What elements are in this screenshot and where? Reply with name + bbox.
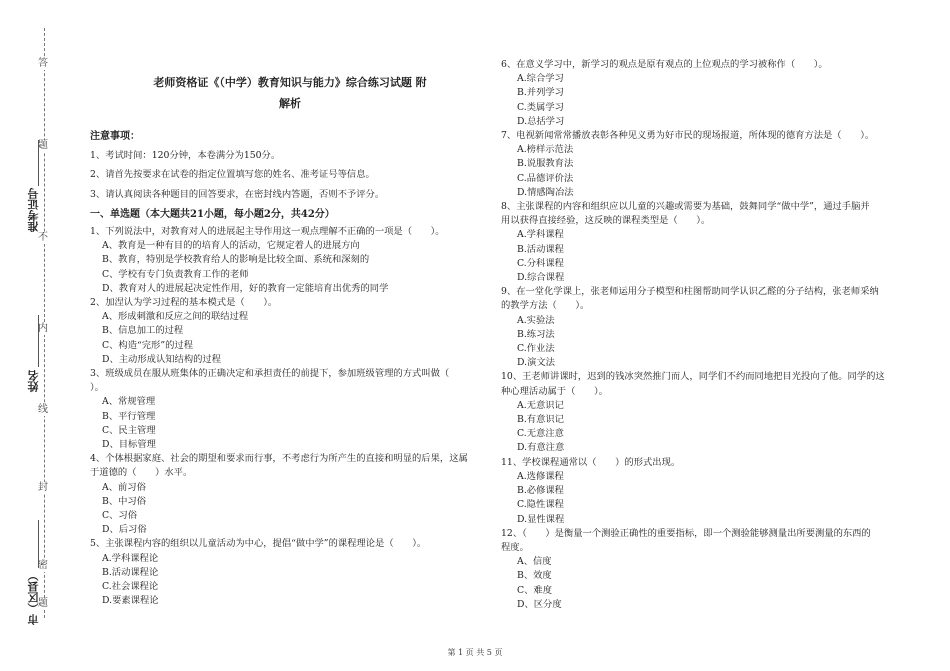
question-text: 用以获得直接经验，这反映的课程类型是（ ）。 <box>501 215 711 227</box>
answer-option: D.演文法 <box>517 357 555 369</box>
question-item <box>501 200 906 285</box>
answer-option: A.学科课程 <box>517 229 564 241</box>
question-item <box>501 456 906 527</box>
answer-option: D、区分度 <box>517 598 562 610</box>
question-item <box>501 129 906 200</box>
answer-option: A、信度 <box>517 556 552 568</box>
answer-option: B.有意识记 <box>517 414 564 426</box>
answer-option: B.练习法 <box>517 328 555 340</box>
question-text: 于道德的（ ）水平。 <box>90 467 193 479</box>
answer-option: D、目标管理 <box>102 439 156 451</box>
answer-option: B、信息加工的过程 <box>102 325 184 337</box>
answer-option: C、民主管理 <box>102 424 156 436</box>
page-title: 老师资格证《（中学）教育知识与能力》综合练习试题 附 解析 <box>153 76 427 110</box>
seal-char: 内 <box>38 323 48 334</box>
answer-option: B、教育，特别是学校教育给人的影响是比较全面、系统和深刻的 <box>102 254 370 266</box>
answer-option: B、中习俗 <box>102 495 147 507</box>
answer-option: C.分科课程 <box>517 257 564 269</box>
question-text: 2、加涅认为学习过程的基本模式是（ ）。 <box>90 297 278 309</box>
answer-option: C、构造“完形”的过程 <box>102 339 193 351</box>
seal-char: 题 <box>38 140 48 151</box>
question-text: 11、学校课程通常以（ ）的形式出现。 <box>501 456 681 468</box>
answer-option: B.并列学习 <box>517 87 564 99</box>
question-text: 3、班级成员在服从班集体的正确决定和承担责任的前提下，参加班级管理的方式叫做（ <box>90 368 450 380</box>
answer-option: C、习俗 <box>102 510 138 522</box>
district-field[interactable] <box>38 520 39 568</box>
answer-option: C.无意注意 <box>517 428 564 440</box>
answer-option: A.榜样示范法 <box>517 144 574 156</box>
answer-option: C.品德评价法 <box>517 172 574 184</box>
question-text: 12、（ ）是衡量一个测验正确性的重要指标，即一个测验能够测量出所要测量的东西的 <box>501 527 871 539</box>
answer-option: B.必修课程 <box>517 485 564 497</box>
question-list-left <box>90 225 490 608</box>
answer-option: B、平行管理 <box>102 410 156 422</box>
question-list-right <box>501 58 906 612</box>
question-text: 7、电视新闻常常播放表彰各种见义勇为好市民的现场报道，所体现的德育方法是（ ）。 <box>501 130 875 142</box>
answer-option: B.说服教育法 <box>517 158 574 170</box>
question-text: 8、主张课程的内容和组织应以儿童的兴趣或需要为基础，鼓舞同学“做中学”，通过手脑并 <box>501 201 870 213</box>
answer-option: D、教育对人的进展起决定性作用，好的教育一定能培育出优秀的同学 <box>102 282 389 294</box>
seal-char: 线 <box>38 404 48 415</box>
question-text: 1、下列说法中，对教育对人的进展起主导作用这一观点理解不正确的一项是（ ）。 <box>90 226 445 238</box>
question-text: 5、主张课程内容的组织以儿童活动为中心，提倡“做中学”的课程理论是（ ）。 <box>90 538 427 550</box>
exam-number-field[interactable] <box>38 140 39 186</box>
answer-option: A、教育是一种有目的的培育人的活动，它规定着人的进展方向 <box>102 240 360 252</box>
question-item <box>90 296 490 367</box>
question-item <box>501 370 906 455</box>
answer-option: A.无意识记 <box>517 399 564 411</box>
name-label: 姓名 <box>27 370 40 392</box>
page-footer: 第 1 页 共 5 页 <box>447 648 503 657</box>
answer-option: D.有意注意 <box>517 442 565 454</box>
seal-char: 题 <box>38 598 48 609</box>
question-text: 6、在意义学习中，新学习的观点是原有观点的上位观点的学习被称作（ ）。 <box>501 59 828 70</box>
notice-list <box>90 149 490 202</box>
question-item <box>90 452 490 537</box>
name-field[interactable] <box>38 315 39 367</box>
question-text: ）。 <box>90 382 104 394</box>
answer-option: A、常规管理 <box>102 396 156 408</box>
notice-item: 1、考试时间：120分钟，本卷满分为150分。 <box>90 150 281 162</box>
question-item <box>501 285 906 370</box>
answer-option: C.作业法 <box>517 343 555 355</box>
answer-option: D.要素课程论 <box>102 595 159 607</box>
answer-option: B.活动课程 <box>517 243 564 255</box>
binding-margin <box>0 0 66 671</box>
notice-heading: 注意事项： <box>90 131 140 142</box>
seal-char: 封 <box>38 482 48 493</box>
answer-option: C.隐性课程 <box>517 499 564 511</box>
question-text: 10、王老师讲课时，迟到的钱冰突然推门而人，同学们不约而同地把目光投向了他。同学的这 <box>501 371 885 383</box>
seal-char: 答 <box>38 58 48 69</box>
answer-option: D、后习俗 <box>102 524 147 536</box>
question-text: 9、在一堂化学课上，张老师运用分子模型和柱图帮助同学认识乙醛的分子结构，张老师采纳 <box>501 286 879 298</box>
question-item <box>90 537 490 608</box>
answer-option: D.情感陶冶法 <box>517 186 574 198</box>
right-column <box>501 58 906 612</box>
answer-option: A、前习俗 <box>102 481 146 493</box>
answer-option: C、难度 <box>517 584 553 596</box>
answer-option: D、主动形成认知结构的过程 <box>102 353 222 365</box>
answer-option: D.总括学习 <box>517 115 565 127</box>
answer-option: A.选修课程 <box>517 470 564 482</box>
answer-option: A.实验法 <box>517 314 555 326</box>
answer-option: A、形成刺激和反应之间的联结过程 <box>102 311 249 323</box>
seal-char: 密 <box>38 560 48 571</box>
question-text: 的教学方法（ ）。 <box>501 300 590 312</box>
notice-item: 2、请首先按要求在试卷的指定位置填写您的姓名、准考证号等信息。 <box>90 169 375 181</box>
district-label: 市（区县） <box>27 570 40 625</box>
answer-option: D.综合课程 <box>517 272 565 284</box>
answer-option: B、效度 <box>517 570 552 582</box>
question-text: 种心理活动属于（ ）。 <box>501 385 608 397</box>
notice-item: 3、请认真阅读各种题目的回答要求，在密封线内答题，否则不予评分。 <box>90 188 385 200</box>
question-text: 4、个体根据家庭、社会的期望和要求而行事，不考虑行为所产生的直接和明显的后果，这属 <box>90 453 468 465</box>
answer-option: C.社会课程论 <box>102 581 159 593</box>
section-heading: 一、单选题（本大题共21小题，每小题2分，共42分） <box>90 208 335 220</box>
left-column <box>90 72 490 609</box>
seal-char: 不 <box>38 232 48 243</box>
answer-option: B.活动课程论 <box>102 566 159 578</box>
question-item <box>501 527 906 612</box>
answer-option: C.类属学习 <box>517 101 564 113</box>
answer-option: A.学科课程论 <box>102 552 159 564</box>
answer-option: C、学校有专门负责教育工作的老师 <box>102 268 249 280</box>
question-item <box>501 58 906 129</box>
question-item <box>90 367 490 452</box>
question-item <box>90 225 490 296</box>
exam-number-label: 准考证号 <box>27 188 40 232</box>
answer-option: D.显性课程 <box>517 513 565 525</box>
question-text: 程度。 <box>501 541 529 553</box>
answer-option: A.综合学习 <box>517 73 564 85</box>
